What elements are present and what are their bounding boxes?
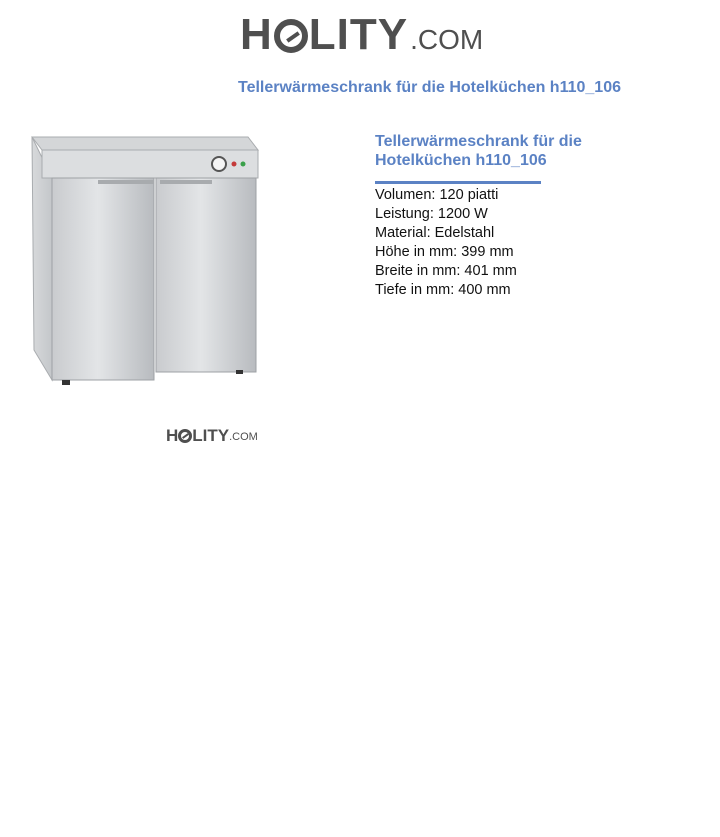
watermark-text-left: H <box>166 426 179 445</box>
product-heading: Tellerwärmeschrank für die Hotelküchen h110_106 <box>375 133 582 169</box>
spec-list <box>375 186 517 300</box>
spec-item-width: Breite in mm: 401 mm <box>375 263 517 279</box>
logo-tld: .COM <box>410 24 484 55</box>
spec-item-height: Höhe in mm: 399 mm <box>375 244 514 260</box>
heading-divider <box>375 181 541 184</box>
page-title: Tellerwärmeschrank für die Hotelküchen h110_106 <box>238 79 621 96</box>
watermark-text-right: LITY <box>192 426 230 445</box>
spec-item-power: Leistung: 1200 W <box>375 206 488 222</box>
logo-text-left: H <box>240 10 273 59</box>
spec-item-depth: Tiefe in mm: 400 mm <box>375 282 511 298</box>
product-image <box>0 120 300 460</box>
plate-warmer-cabinet-icon <box>0 120 300 460</box>
logo-text-right: LITY <box>308 10 409 59</box>
logo-o-icon <box>274 19 308 53</box>
brand-logo[interactable] <box>240 10 483 60</box>
spec-item-material: Material: Edelstahl <box>375 225 495 241</box>
watermark-tld: .COM <box>229 431 258 443</box>
spec-item-volume: Volumen: 120 piatti <box>375 187 499 203</box>
image-watermark-logo <box>166 426 258 446</box>
watermark-o-icon <box>178 429 192 443</box>
